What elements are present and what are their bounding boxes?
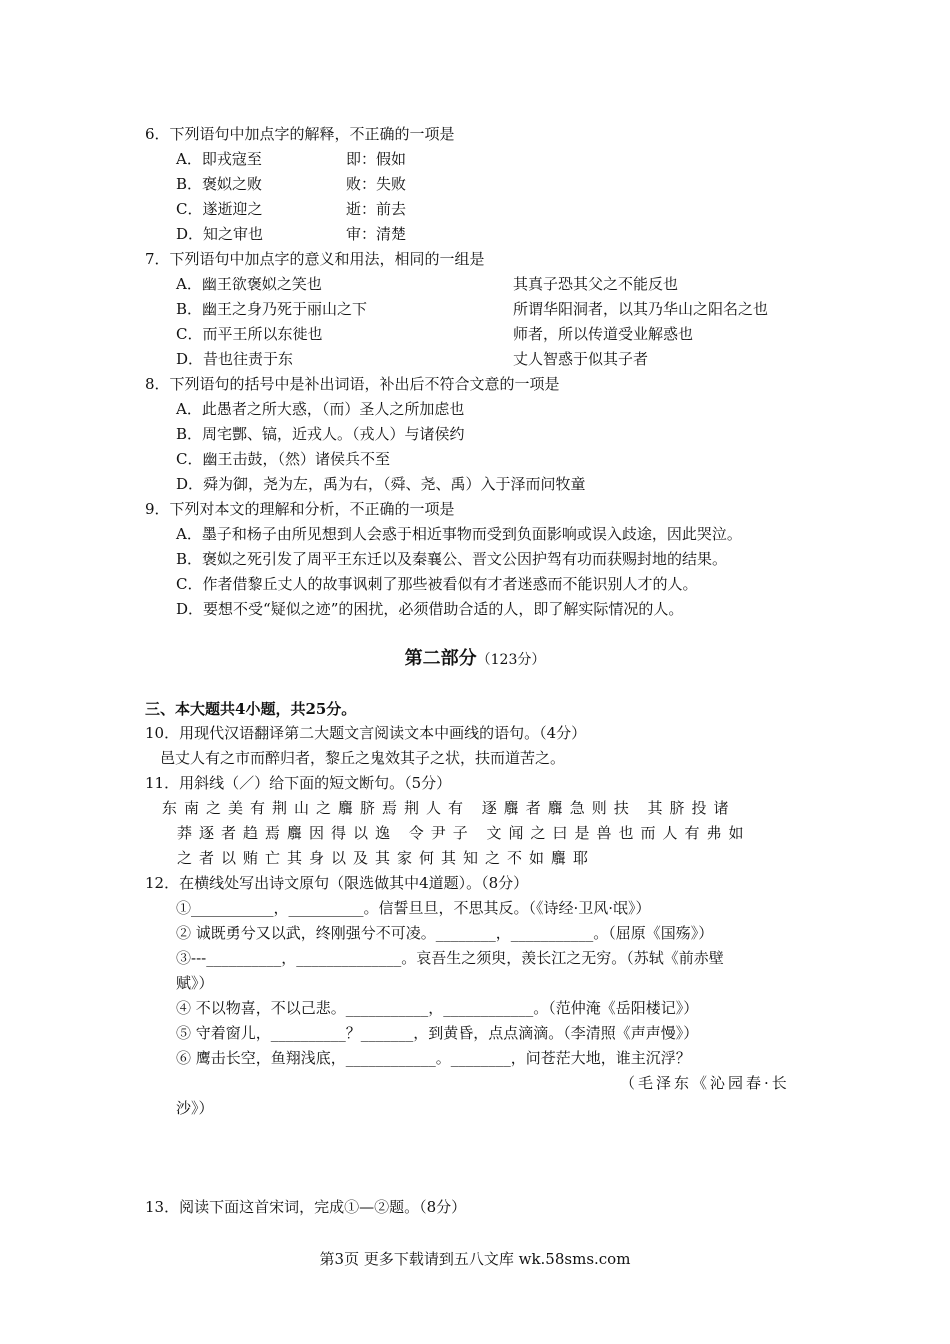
q9-option-a: A．墨子和杨子由所见想到人会惑于相近事物而受到负面影响或误入歧途，因此哭泣。 — [176, 525, 742, 543]
q7-option-a-left: A．幽王欲褒姒之笑也 — [176, 275, 322, 293]
q12-item-6: ⑥ 鹰击长空，鱼翔浅底，____________。________，问苍茫大地，谁主沉浮？ — [176, 1049, 691, 1067]
q11-passage-line-1: 东南之美有荆山之麛脐焉荆人有 逐麛者麛急则扶 其脐投诸 — [162, 799, 736, 817]
q12-stem: 12．在横线处写出诗文原句（限选做其中4道题）。（8分） — [145, 874, 529, 892]
q6-option-a: A．即戎寇至 — [176, 150, 262, 168]
q12-item-1: ①___________，__________。信誓旦旦，不思其反。（《诗经·卫风·氓》） — [176, 899, 651, 917]
q10-text: 邑丈人有之市而醉归者，黎丘之鬼效其子之状，扶而道苦之。 — [160, 749, 566, 767]
section3-heading: 三、本大题共4小题，共25分。 — [145, 700, 357, 718]
q12-item-6-source-cont: 沙》） — [176, 1099, 214, 1117]
q12-item-3-cont: 赋》） — [176, 974, 214, 992]
page-footer: 第3页 更多下载请到五八文库 wk.58sms.com — [319, 1250, 631, 1268]
part2-score: （123分） — [476, 652, 546, 668]
q12-item-4: ④ 不以物喜，不以己悲。___________，____________。（范仲淹《岳阳楼记》） — [176, 999, 699, 1017]
q12-item-3: ③---__________，______________。哀吾生之须臾，羡长江之无穷。（苏轼《前赤壁 — [176, 949, 724, 967]
q9-stem: 9．下列对本文的理解和分析，不正确的一项是 — [145, 500, 455, 518]
q6-option-d-gloss: 审：清楚 — [346, 225, 407, 243]
q6-option-c: C．遂逝迎之 — [176, 200, 263, 218]
q7-option-b-left: B．幽王之身乃死于丽山之下 — [176, 300, 368, 318]
q8-option-b: B．周宅酆、镐，近戎人。（戎人）与诸侯约 — [176, 425, 465, 443]
q10-stem: 10．用现代汉语翻译第二大题文言阅读文本中画线的语句。（4分） — [145, 724, 587, 742]
q6-option-c-gloss: 逝：前去 — [346, 200, 407, 218]
q7-option-a-right: 其真子恐其父之不能反也 — [513, 275, 679, 293]
q11-passage-line-2: 莽逐者趋焉麛因得以逸 令尹子 文闻之曰是兽也而人有弗如 — [177, 824, 751, 842]
q9-option-c: C．作者借黎丘丈人的故事讽刺了那些被看似有才者迷惑而不能识别人才的人。 — [176, 575, 698, 593]
q9-option-b: B．褒姒之死引发了周平王东迁以及秦襄公、晋文公因护驾有功而获赐封地的结果。 — [176, 550, 728, 568]
q6-option-a-gloss: 即：假如 — [346, 150, 407, 168]
q7-option-d-left: D．昔也往责于东 — [176, 350, 294, 368]
part2-title-text: 第二部分 — [404, 648, 477, 669]
q11-passage-line-3: 之者以贿亡其身以及其家何其知之不如麛耶 — [177, 849, 596, 867]
q6-option-b: B．褒姒之败 — [176, 175, 263, 193]
q8-option-d: D．舜为御，尧为左，禹为右，（舜、尧、禹）入于泽而问牧童 — [176, 475, 586, 493]
q7-option-c-right: 师者，所以传道受业解惑也 — [513, 325, 694, 343]
q9-option-d: D．要想不受“疑似之迹”的困扰，必须借助合适的人，即了解实际情况的人。 — [176, 600, 684, 618]
q12-item-5: ⑤ 守着窗儿，__________？_______，到黄昏，点点滴滴。（李清照《声声慢》） — [176, 1024, 699, 1042]
q7-option-d-right: 丈人智惑于似其子者 — [513, 350, 649, 368]
part2-title — [0, 649, 950, 670]
q7-option-c-left: C．而平王所以东徙也 — [176, 325, 323, 343]
q8-option-c: C．幽王击鼓，（然）诸侯兵不至 — [176, 450, 390, 468]
q7-stem: 7．下列语句中加点字的意义和用法，相同的一组是 — [145, 250, 485, 268]
q11-stem: 11．用斜线（／）给下面的短文断句。（5分） — [145, 774, 452, 792]
q6-option-d: D．知之审也 — [176, 225, 264, 243]
q13-stem: 13．阅读下面这首宋词，完成①—②题。（8分） — [145, 1198, 467, 1216]
q6-option-b-gloss: 败：失败 — [346, 175, 407, 193]
q7-option-b-right: 所谓华阳洞者，以其乃华山之阳名之也 — [513, 300, 769, 318]
q6-stem: 6．下列语句中加点字的解释，不正确的一项是 — [145, 125, 455, 143]
q12-item-6-source: （毛泽东《沁园春·长 — [620, 1074, 790, 1092]
q8-option-a: A．此愚者之所大惑，（而）圣人之所加虑也 — [176, 400, 465, 418]
q12-item-2: ② 诚既勇兮又以武，终刚强兮不可凌。________，___________。（屈原《国殇》） — [176, 924, 714, 942]
q8-stem: 8．下列语句的括号中是补出词语，补出后不符合文意的一项是 — [145, 375, 560, 393]
